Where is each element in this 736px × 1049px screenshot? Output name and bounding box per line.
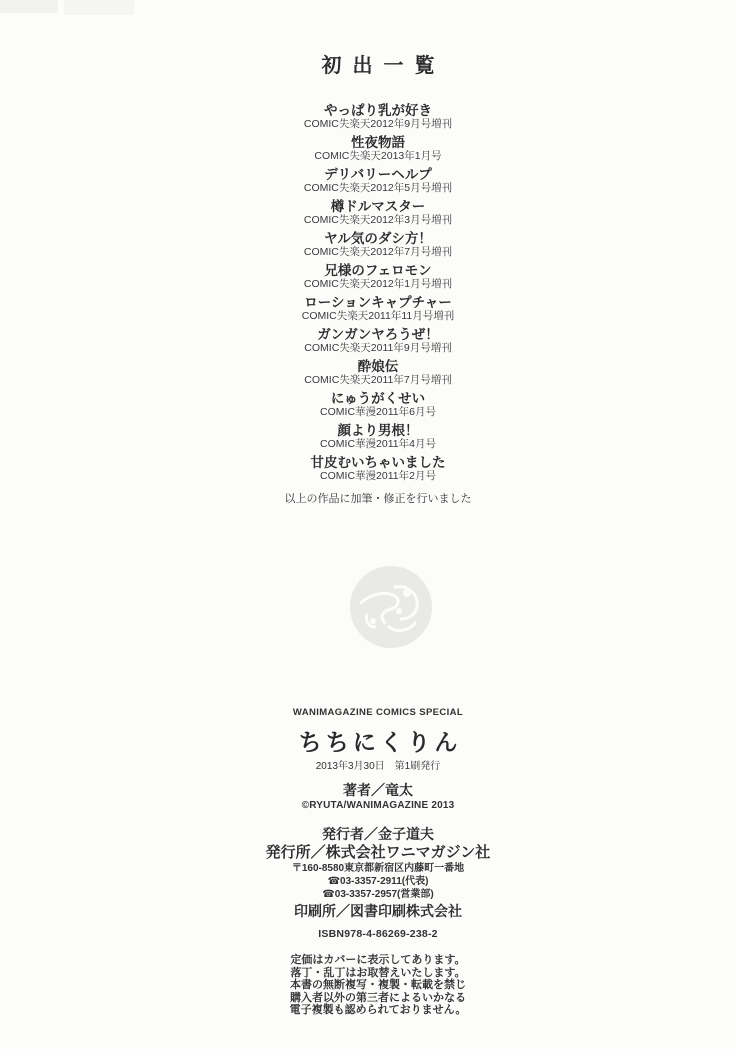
isbn-number: ISBN978-4-86269-238-2 xyxy=(318,928,438,940)
print-date: 2013年3月30日 第1刷発行 xyxy=(315,761,441,772)
entry-title: にゅうがくせい xyxy=(330,391,426,406)
list-item xyxy=(10,231,736,258)
first-publication-heading: 初出一覧 xyxy=(321,55,446,77)
entry-title: 顔より男根！ xyxy=(337,423,419,438)
entry-source: COMIC華漫2011年6月号 xyxy=(320,406,436,418)
publisher-company-line: 発行所／株式会社ワニマガジン社 xyxy=(265,844,491,861)
phone-main: ☎03-3357-2911(代表) xyxy=(327,876,429,887)
list-item xyxy=(10,167,736,194)
revision-note: 以上の作品に加筆・修正を行いました xyxy=(284,493,472,505)
entry-title: 樽ドルマスター xyxy=(330,199,426,214)
entry-title: やっぱり乳が好き xyxy=(324,103,432,118)
notice-line: 落丁・乱丁はお取替えいたします。 xyxy=(290,966,466,979)
first-publication-list xyxy=(10,103,736,487)
series-name: WANIMAGAZINE COMICS SPECIAL xyxy=(292,707,464,718)
entry-title: デリバリーヘルプ xyxy=(324,167,432,182)
entry-source: COMIC失楽天2011年7月号増刊 xyxy=(304,374,452,386)
list-item xyxy=(10,135,736,162)
list-item xyxy=(10,391,736,418)
notice-line: 購入者以外の第三者によるいかなる xyxy=(290,991,466,1004)
list-item xyxy=(10,103,736,130)
author-line: 著者／竜太 xyxy=(343,782,413,798)
entry-source: COMIC失楽天2012年5月号増刊 xyxy=(303,182,453,194)
list-item xyxy=(10,327,736,354)
publisher-address: 〒160-8580東京都新宿区内藤町一番地 xyxy=(291,863,465,874)
copyright-line: ©RYUTA/WANIMAGAZINE 2013 xyxy=(301,800,455,811)
publisher-person-line: 発行者／金子道夫 xyxy=(322,826,434,842)
book-title: ちちにくりん xyxy=(298,729,462,755)
scan-artifact xyxy=(0,0,58,13)
entry-title: 兄様のフェロモン xyxy=(324,263,432,278)
notice-line: 本書の無断複写・複製・転載を禁じ xyxy=(290,979,466,991)
entry-title: 性夜物語 xyxy=(351,135,405,150)
entry-source: COMIC華漫2011年2月号 xyxy=(320,470,436,482)
colophon-block xyxy=(10,706,736,1017)
entry-title: 甘皮むいちゃいました xyxy=(310,455,446,470)
printer-line: 印刷所／図書印刷株式会社 xyxy=(294,903,462,919)
entry-title: ガンガンヤろうぜ！ xyxy=(317,327,439,342)
list-item xyxy=(10,199,736,226)
entry-title: 酔娘伝 xyxy=(357,359,399,374)
list-item xyxy=(10,263,736,290)
notice-line: 電子複製も認められておりません。 xyxy=(289,1004,467,1016)
entry-source: COMIC失楽天2012年1月号増刊 xyxy=(303,278,453,290)
legal-notice xyxy=(10,954,736,1017)
entry-title: ローションキャプチャー xyxy=(304,295,452,310)
entry-source: COMIC失楽天2012年3月号増刊 xyxy=(303,214,453,226)
phone-sales: ☎03-3357-2957(営業部) xyxy=(322,889,434,900)
list-item xyxy=(10,423,736,450)
list-item xyxy=(10,295,736,322)
notice-line: 定価はカバーに表示してあります。 xyxy=(290,954,466,966)
entry-source: COMIC失楽天2011年11月号増刊 xyxy=(301,310,455,322)
crocodile-seal-watermark-icon xyxy=(349,565,433,649)
entry-title: ヤル気のダシ方！ xyxy=(324,231,432,246)
list-item xyxy=(10,455,736,482)
entry-source: COMIC華漫2011年4月号 xyxy=(320,438,436,450)
scan-artifact xyxy=(64,0,134,15)
entry-source: COMIC失楽天2012年7月号増刊 xyxy=(303,246,453,258)
list-item xyxy=(10,359,736,386)
entry-source: COMIC失楽天2013年1月号 xyxy=(314,150,442,162)
entry-source: COMIC失楽天2011年9月号増刊 xyxy=(304,342,452,354)
entry-source: COMIC失楽天2012年9月号増刊 xyxy=(303,118,453,130)
